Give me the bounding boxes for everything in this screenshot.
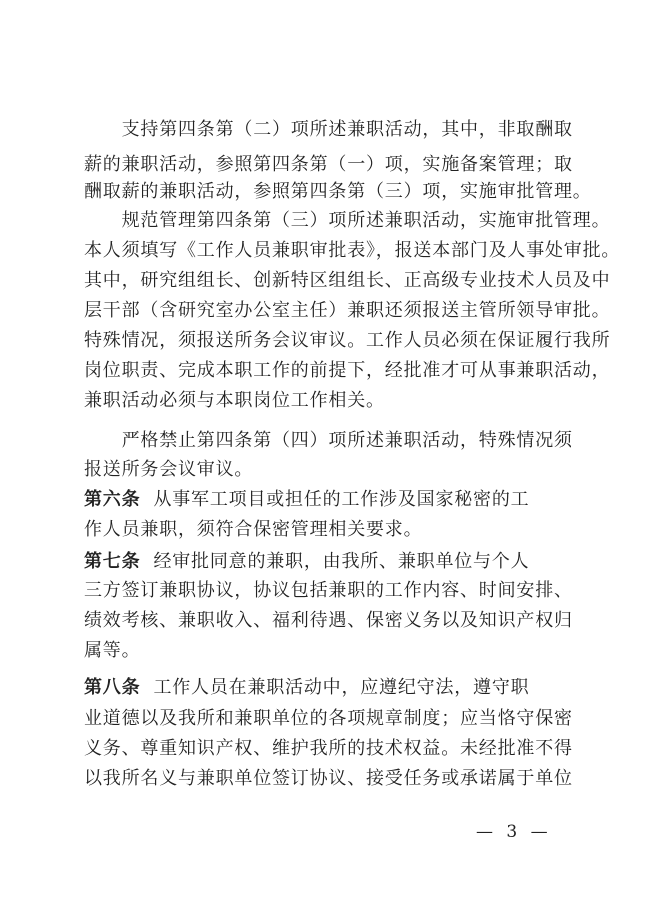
text-line: 绩效考核、兼职收入、福利待遇、保密义务以及知识产权归 <box>84 610 573 631</box>
article-7-text: 经审批同意的兼职，由我所、兼职单位与个人 <box>153 551 530 572</box>
text-line: 其中，研究组组长、创新特区组组长、正高级专业技术人员及中 <box>84 270 611 291</box>
text-line: 作人员兼职，须符合保密管理相关要求。 <box>84 519 423 540</box>
text-line: 报送所务会议审议。 <box>84 459 254 480</box>
article-6-text: 从事军工项目或担任的工作涉及国家秘密的工 <box>153 489 530 510</box>
text-line: 支持第四条第（二）项所述兼职活动，其中，非取酬取 <box>84 119 573 140</box>
text-line: 属等。 <box>84 640 141 661</box>
article-8-line <box>84 677 529 699</box>
text-line: 兼职活动必须与本职岗位工作相关。 <box>84 390 385 411</box>
text-line: 严格禁止第四条第（四）项所述兼职活动，特殊情况须 <box>84 430 573 451</box>
text-line: 本人须填写《工作人员兼职审批表》，报送本部门及人事处审批。 <box>84 240 621 261</box>
text-line: 层干部（含研究室办公室主任）兼职还须报送主管所领导审批。 <box>84 300 611 321</box>
text-line: 三方签订兼职协议，协议包括兼职的工作内容、时间安排、 <box>84 580 573 601</box>
page-number: — 3 — <box>476 822 552 842</box>
article-8-text: 工作人员在兼职活动中，应遵纪守法，遵守职 <box>153 677 530 698</box>
text-line: 特殊情况，须报送所务会议审议。工作人员必须在保证履行我所 <box>84 330 611 351</box>
article-7-heading: 第七条 <box>84 551 141 572</box>
text-line: 规范管理第四条第（三）项所述兼职活动，实施审批管理。 <box>84 210 611 231</box>
article-7-line <box>84 551 529 573</box>
text-line: 岗位职责、完成本职工作的前提下，经批准才可从事兼职活动， <box>84 360 611 381</box>
text-line: 薪的兼职活动，参照第四条第（一）项，实施备案管理；取 <box>84 154 573 175</box>
article-8-heading: 第八条 <box>84 677 141 698</box>
text-line: 业道德以及我所和兼职单位的各项规章制度；应当恪守保密 <box>84 708 573 729</box>
article-6-line <box>84 489 529 511</box>
text-line: 酬取薪的兼职活动，参照第四条第（三）项，实施审批管理。 <box>84 181 592 202</box>
text-line: 以我所名义与兼职单位签订协议、接受任务或承诺属于单位 <box>84 768 573 789</box>
article-6-heading: 第六条 <box>84 489 141 510</box>
text-line: 义务、尊重知识产权、维护我所的技术权益。未经批准不得 <box>84 738 573 759</box>
